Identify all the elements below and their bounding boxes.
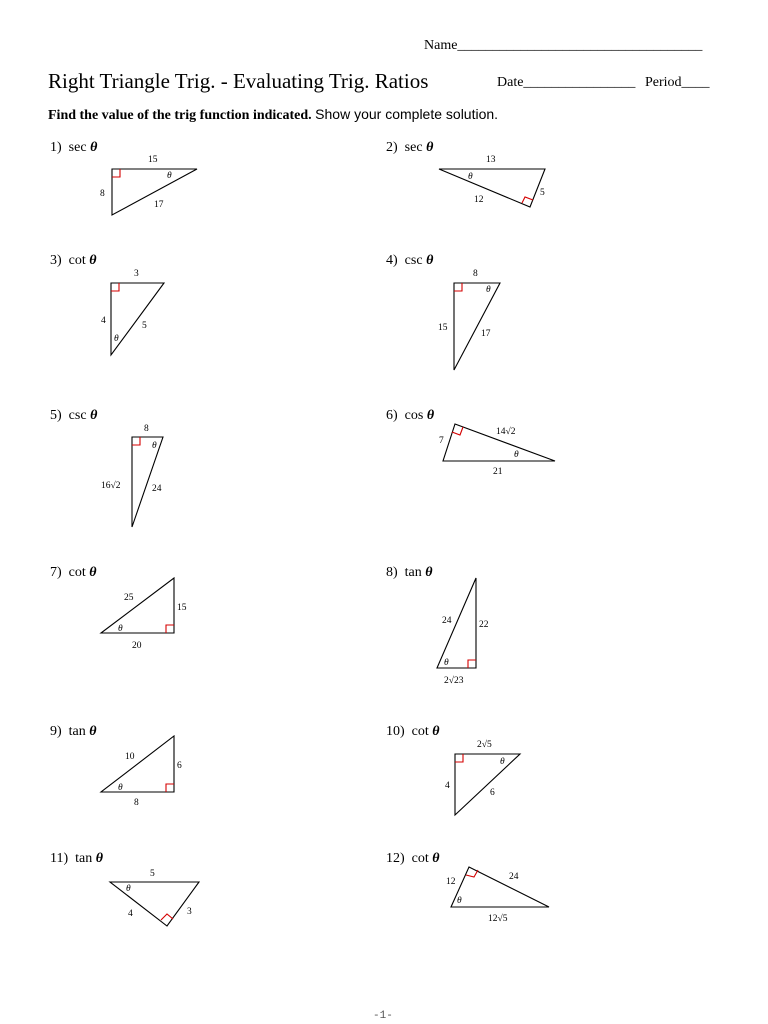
side-label: 20	[132, 641, 142, 651]
problem-number: 4)	[386, 253, 398, 268]
page-number: -1-	[373, 1010, 393, 1022]
theta-symbol: θ	[95, 851, 104, 866]
theta-symbol: θ	[425, 565, 433, 580]
side-label: 4	[445, 781, 450, 791]
angle-label: θ	[486, 285, 491, 295]
side-label: 6	[177, 761, 182, 771]
problem-number: 3)	[50, 253, 62, 268]
side-label: 14√2	[496, 427, 516, 437]
period-field: Period____	[644, 75, 710, 90]
theta-symbol: θ	[426, 253, 434, 268]
problem-number: 11)	[50, 851, 69, 866]
angle-label: θ	[457, 896, 462, 906]
problem-number: 5)	[50, 408, 62, 423]
side-label: 10	[125, 752, 135, 762]
trig-function: cot	[68, 253, 86, 268]
trig-function: sec	[404, 140, 423, 155]
angle-label: θ	[118, 624, 123, 634]
side-label: 4	[128, 909, 133, 919]
side-label: 24	[509, 872, 519, 882]
side-label: 7	[439, 436, 444, 446]
theta-symbol: θ	[432, 724, 440, 739]
trig-function: cot	[68, 565, 86, 580]
side-label: 15	[177, 603, 187, 613]
side-label: 6	[490, 788, 495, 798]
side-label: 5	[150, 869, 155, 879]
side-label: 3	[187, 907, 192, 917]
angle-label: θ	[500, 757, 505, 767]
side-label: 5	[142, 321, 147, 331]
angle-label: θ	[444, 658, 449, 668]
theta-symbol: θ	[89, 253, 97, 268]
trig-function: csc	[404, 253, 423, 268]
angle-label: θ	[118, 783, 123, 793]
name-field: Name___________________________________	[424, 38, 703, 53]
side-label: 17	[154, 200, 164, 210]
side-label: 8	[144, 424, 149, 434]
side-label: 17	[481, 329, 491, 339]
problem-number: 12)	[386, 851, 405, 866]
trig-function: csc	[68, 408, 87, 423]
problem-number: 10)	[386, 724, 405, 739]
trig-function: tan	[68, 724, 86, 739]
problem-number: 9)	[50, 724, 62, 739]
angle-label: θ	[468, 172, 473, 182]
theta-symbol: θ	[89, 724, 97, 739]
angle-label: θ	[152, 441, 157, 451]
trig-function: cot	[411, 724, 429, 739]
theta-symbol: θ	[90, 408, 98, 423]
angle-label: θ	[126, 884, 131, 894]
trig-function: sec	[68, 140, 87, 155]
side-label: 8	[473, 269, 478, 279]
instructions-bold: Find the value of the trig function indicated.	[48, 108, 312, 123]
worksheet-title: Right Triangle Trig. - Evaluating Trig. Ratios	[48, 69, 429, 93]
side-label: 12√5	[488, 914, 508, 924]
side-label: 22	[479, 620, 489, 630]
theta-symbol: θ	[426, 408, 435, 423]
side-label: 8	[100, 189, 105, 199]
trig-function: tan	[404, 565, 422, 580]
problem-number: 6)	[386, 408, 398, 423]
problem-number: 1)	[50, 140, 62, 155]
side-label: 15	[438, 323, 448, 333]
theta-symbol: θ	[426, 140, 434, 155]
problem-number: 8)	[386, 565, 398, 580]
side-label: 24	[152, 484, 162, 494]
side-label: 25	[124, 593, 134, 603]
side-label: 4	[101, 316, 106, 326]
side-label: 13	[486, 155, 496, 165]
side-label: 12	[446, 877, 456, 887]
side-label: 12	[474, 195, 484, 205]
problem-number: 7)	[50, 565, 62, 580]
date-field: Date________________	[497, 75, 636, 90]
side-label: 15	[148, 155, 158, 165]
angle-label: θ	[114, 334, 119, 344]
angle-label: θ	[167, 171, 172, 181]
side-label: 2√23	[444, 676, 464, 686]
triangle-shape	[451, 867, 549, 907]
theta-symbol: θ	[89, 565, 97, 580]
side-label: 3	[134, 269, 139, 279]
trig-function: tan	[75, 851, 93, 866]
theta-symbol: θ	[90, 140, 98, 155]
trig-function: cos	[404, 408, 424, 423]
side-label: 8	[134, 798, 139, 808]
problem-number: 2)	[386, 140, 398, 155]
instructions-plain: Show your complete solution.	[315, 106, 499, 122]
side-label: 21	[493, 467, 503, 477]
angle-label: θ	[514, 450, 519, 460]
side-label: 2√5	[477, 740, 492, 750]
side-label: 16√2	[101, 481, 121, 491]
side-label: 24	[442, 616, 452, 626]
side-label: 5	[540, 188, 545, 198]
trig-function: cot	[411, 851, 429, 866]
theta-symbol: θ	[432, 851, 440, 866]
